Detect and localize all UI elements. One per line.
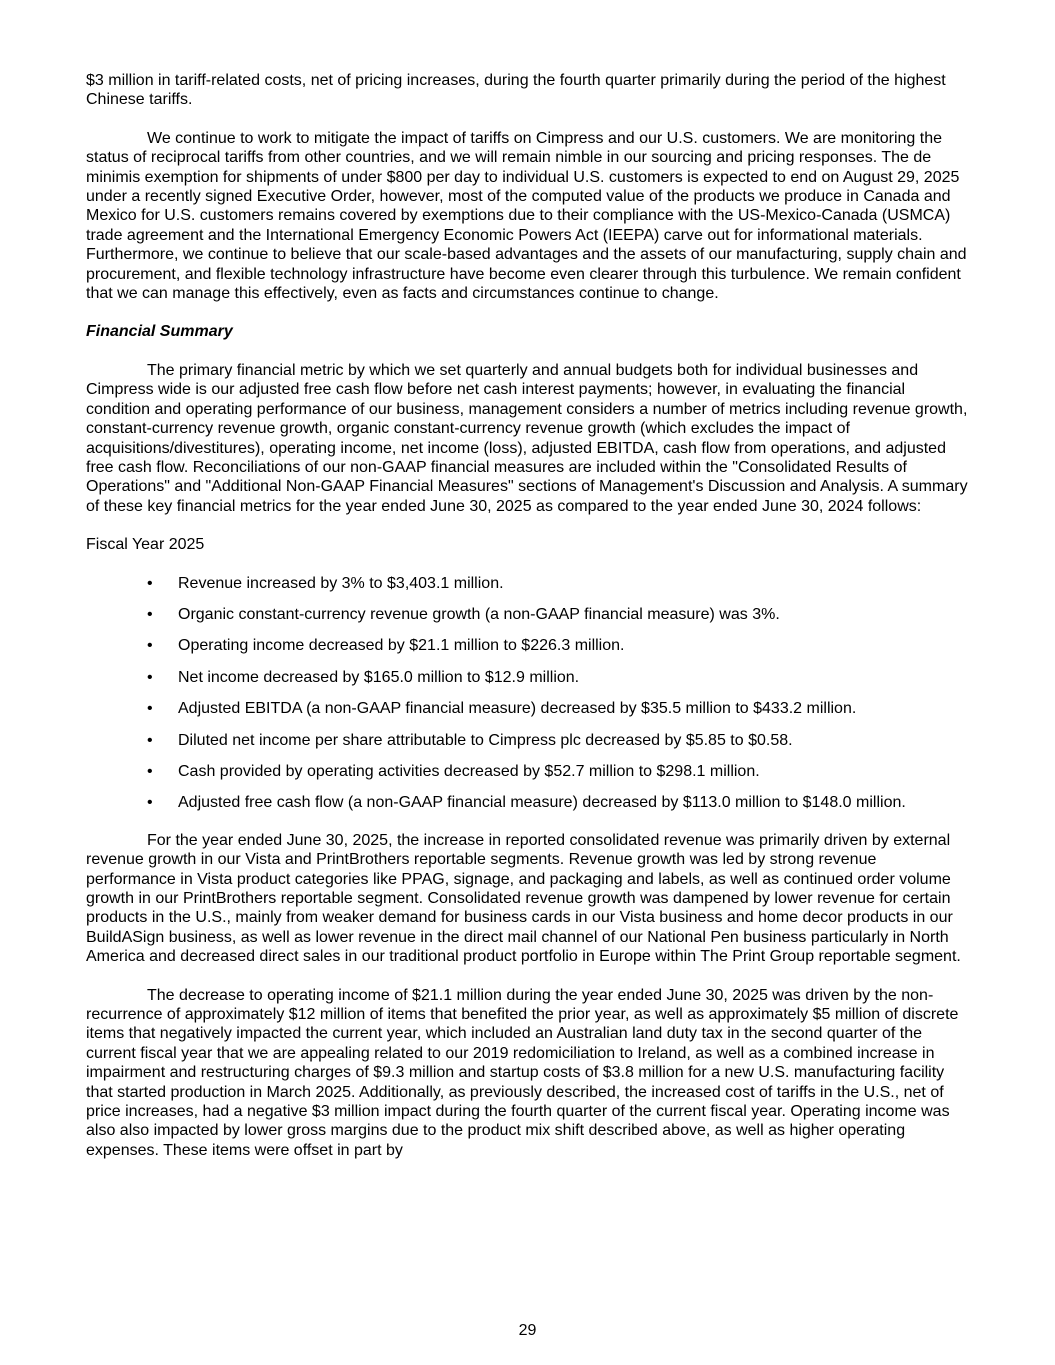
paragraph-financial-metrics: The primary financial metric by which we set quarterly and annual budgets both for individual businesses and Cimpress wide is our adjusted free cash flow before net cash interest payments; however, in evaluating the financial condition and operating performance of our business, management considers a number of metrics including revenue growth, constant-currency revenue growth, organic constant-currency revenue growth (which excludes the impact of acquisitions/divestitures), operating income, net income (loss), adjusted EBITDA, cash flow from operations, and adjusted free cash flow. Reconciliations of our non-GAAP financial measures are included within the "Consolidated Results of Operations" and "Additional Non-GAAP Financial Measures" sections of Management's Discussion and Analysis. A summary of these key financial metrics for the year ended June 30, 2025 as compared to the year ended June 30, 2024 follows:: [86, 361, 968, 515]
page-number: 29: [518, 1322, 537, 1339]
list-item: [86, 731, 970, 750]
bullet-marker: •: [147, 700, 153, 718]
list-item: [86, 762, 970, 781]
list-item-text: Adjusted EBITDA (a non-GAAP financial measure) decreased by $35.5 million to $433.2 million.: [178, 700, 857, 718]
list-item-text: Revenue increased by 3% to $3,403.1 million.: [178, 574, 504, 592]
list-item: [86, 636, 970, 655]
bullet-marker: •: [147, 762, 153, 780]
list-item: [86, 699, 970, 718]
paragraph-tariff-mitigation: We continue to work to mitigate the impact of tariffs on Cimpress and our U.S. customers. We are monitoring the status of reciprocal tariffs from other countries, and we will remain nimble in our sourcing and pricing responses. The de minimis exemption for shipments of under $800 per day to individual U.S. customers is expected to end on August 29, 2025 under a recently signed Executive Order, however, most of the computed value of the products we produce in Canada and Mexico for U.S. customers remains covered by exemptions due to their compliance with the US-Mexico-Canada (USMCA) trade agreement and the International Emergency Economic Powers Act (IEEPA) carve out for informational materials. Furthermore, we continue to believe that our scale-based advantages and the assets of our manufacturing, supply chain and procurement, and flexible technology infrastructure have become even clearer through this turbulence. We remain confident that we can manage this effectively, even as facts and circumstances continue to change.: [86, 129, 967, 303]
paragraph-operating-income: The decrease to operating income of $21.1 million during the year ended June 30, 2025 was driven by the non-recurrence of approximately $12 million of items that benefited the prior year, as well as approximately $5 million of discrete items that negatively impacted the current year, which included an Australian land duty tax in the second quarter of the current fiscal year that we are appealing related to our 2019 redomiciliation to Ireland, as well as a combined increase in impairment and restructuring charges of $9.3 million and startup costs of $3.8 million for a new U.S. manufacturing facility that started production in March 2025. Additionally, as previously described, the increased cost of tariffs in the U.S., net of price increases, had a negative $3 million impact during the fourth quarter of the current fiscal year. Operating income was also also impacted by lower gross margins due to the product mix shift described above, as well as higher operating expenses. These items were offset in part by: [86, 986, 959, 1159]
list-item: [86, 605, 970, 624]
bullet-marker: •: [147, 574, 153, 592]
list-item: [86, 793, 970, 812]
list-item-text: Operating income decreased by $21.1 million to $226.3 million.: [178, 637, 625, 655]
fiscal-year-label: Fiscal Year 2025: [86, 536, 205, 554]
list-item-text: Net income decreased by $165.0 million to $12.9 million.: [178, 668, 580, 686]
paragraph-revenue-drivers: For the year ended June 30, 2025, the increase in reported consolidated revenue was primarily driven by external revenue growth in our Vista and PrintBrothers reportable segments. Revenue growth was led by strong revenue performance in Vista product categories like PPAG, signage, and packaging and labels, as well as continued order volume growth in our PrintBrothers reportable segment. Consolidated revenue growth was dampened by lower revenue for certain products in the U.S., mainly from weaker demand for business cards in our Vista business and home decor products in our BuildASign business, as well as lower revenue in the direct mail channel of our National Pen business particularly in North America and decreased direct sales in our traditional product portfolio in Europe within The Print Group reportable segment.: [86, 831, 961, 966]
list-item-text: Diluted net income per share attributable to Cimpress plc decreased by $5.85 to $0.58.: [178, 731, 793, 749]
list-item-text: Adjusted free cash flow (a non-GAAP financial measure) decreased by $113.0 million to $148.0 million.: [178, 794, 906, 812]
document-page: [86, 71, 970, 1160]
bullet-marker: •: [147, 731, 153, 749]
list-item: [86, 574, 970, 593]
section-heading-financial-summary: Financial Summary: [86, 323, 233, 341]
paragraph-tariff-costs: $3 million in tariff-related costs, net of pricing increases, during the fourth quarter primarily during the period of the highest Chinese tariffs.: [86, 72, 946, 109]
list-item-text: Organic constant-currency revenue growth (a non-GAAP financial measure) was 3%.: [178, 605, 780, 623]
list-item: [86, 668, 970, 687]
key-metrics-list: [86, 574, 970, 813]
bullet-marker: •: [147, 637, 153, 655]
bullet-marker: •: [147, 605, 153, 623]
bullet-marker: •: [147, 794, 153, 812]
list-item-text: Cash provided by operating activities decreased by $52.7 million to $298.1 million.: [178, 762, 760, 780]
bullet-marker: •: [147, 668, 153, 686]
